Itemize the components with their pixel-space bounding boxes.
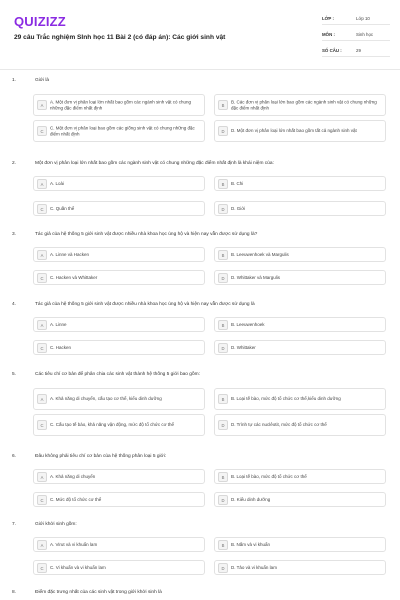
question-number: 6. (12, 454, 17, 459)
option-c[interactable] (33, 492, 205, 507)
option-letter: C (37, 273, 47, 283)
meta-row-class (322, 12, 390, 25)
option-c[interactable] (33, 201, 205, 216)
question-text: Giới khởi sinh gồm: (35, 522, 77, 527)
option-letter: C (37, 126, 47, 136)
option-letter: B (218, 100, 228, 110)
option-text: D. Một đơn vị phân loại lớn nhất bao gồm tất cả ngành sinh vật (231, 128, 357, 134)
option-letter: A (37, 472, 47, 482)
question-text: Giới là (35, 78, 50, 83)
option-d[interactable] (214, 340, 386, 355)
option-letter: C (37, 204, 47, 214)
question-text: Điểm đặc trưng nhất của các sinh vật trong giới khởi sinh là (35, 590, 162, 595)
question-number: 5. (12, 372, 17, 377)
option-text: D. Giới (231, 205, 246, 211)
meta-label: SỐ CÂU : (322, 47, 342, 53)
meta-row-subject (322, 28, 390, 41)
question-number: 7. (12, 522, 17, 527)
option-text: C. Cấu tạo tế bào, khả năng vận động, mức độ tổ chức cơ thể (50, 422, 175, 428)
option-c[interactable] (33, 270, 205, 285)
option-text: B. Loại tế bào, mức độ tổ chức cơ thể (231, 473, 307, 479)
option-b[interactable] (214, 247, 386, 262)
option-text: B. Các đơn vị phân loại lớn bao gồm các ngành sinh vật có chung những đặc điểm nhất định (231, 99, 377, 110)
meta-label: LỚP : (322, 15, 334, 21)
question-text: Các tiêu chí cơ bản để phân chia các sinh vật thành hệ thống 5 giới bao gồm: (35, 372, 200, 377)
option-text: A. Linne và Hacken (50, 251, 90, 257)
option-text: B. Leeuwenhoek (231, 321, 265, 327)
option-text: A. Khả năng di chuyển (50, 473, 96, 479)
option-text: D. Whittaker (231, 344, 256, 350)
meta-value: 29 (356, 47, 361, 53)
meta-value: Sinh học (356, 31, 374, 37)
option-text: D. Kiểu dinh dưỡng (231, 496, 271, 502)
question-text: Tác giả của hệ thống 5 giới sinh vật được nhiều nhà khoa học ủng hộ và hiện nay vẫn được sử dụng là? (35, 232, 258, 237)
option-letter: D (218, 420, 228, 430)
option-d[interactable] (214, 270, 386, 285)
option-letter: A (37, 540, 47, 550)
document-header (0, 0, 400, 70)
option-letter: B (218, 540, 228, 550)
option-text: B. Nấm và vi khuẩn (231, 541, 271, 547)
option-b[interactable] (214, 388, 386, 410)
option-a[interactable] (33, 388, 205, 410)
question-number: 3. (12, 232, 17, 237)
meta-label: MÔN : (322, 31, 335, 37)
option-a[interactable] (33, 469, 205, 484)
option-letter: B (218, 320, 228, 330)
option-b[interactable] (214, 317, 386, 332)
option-text: C. Quần thể (50, 205, 75, 211)
option-text: C. Một đơn vị phân loại bao gồm các giống sinh vật có chung những đặc điểm nhất định (50, 125, 195, 136)
question-text: Một đơn vị phân loại lớn nhất bao gồm các ngành sinh vật có chung những đặc điểm nhất định là khái niệm của: (35, 161, 274, 166)
meta-value: Lớp 10 (356, 15, 370, 21)
option-letter: D (218, 495, 228, 505)
option-text: A. Một đơn vị phân loại lớn nhất bao gồm các ngành sinh vật có chung những đặc điểm nhất định (50, 99, 191, 110)
option-b[interactable] (214, 176, 386, 191)
document-title: 29 câu Trắc nghiệm SInh học 11 Bài 2 (có đáp án): Các giới sinh vật (14, 34, 226, 41)
option-b[interactable] (214, 94, 386, 116)
question-number: 4. (12, 302, 17, 307)
question-number: 2. (12, 161, 17, 166)
option-c[interactable] (33, 414, 205, 436)
meta-row-count (322, 44, 390, 57)
option-c[interactable] (33, 120, 205, 142)
option-b[interactable] (214, 469, 386, 484)
option-letter: C (37, 343, 47, 353)
option-b[interactable] (214, 537, 386, 552)
option-d[interactable] (214, 414, 386, 436)
question-number: 8. (12, 590, 17, 595)
meta-panel (322, 12, 390, 60)
option-letter: D (218, 273, 228, 283)
option-letter: C (37, 420, 47, 430)
option-text: C. Hacken (50, 344, 72, 350)
option-a[interactable] (33, 176, 205, 191)
option-c[interactable] (33, 340, 205, 355)
question-text: Tác giả của hệ thống 5 giới sinh vật được nhiều nhà khoa học ủng hộ và hiện nay vẫn được sử dụng là (35, 302, 255, 307)
option-letter: B (218, 179, 228, 189)
option-a[interactable] (33, 537, 205, 552)
option-text: C. Mức độ tổ chức cơ thể (50, 496, 102, 502)
option-text: A. Khả năng di chuyển, cấu tạo cơ thể, kiểu dinh dưỡng (50, 396, 162, 402)
option-text: C. Vi khuẩn và vi khuẩn lam (50, 564, 106, 570)
option-text: B. Leeuwenhoek và Margulis (231, 251, 289, 257)
option-d[interactable] (214, 120, 386, 142)
option-letter: B (218, 472, 228, 482)
option-letter: D (218, 563, 228, 573)
option-text: B. Loại tế bào, mức độ tổ chức cơ thể,kiểu dinh dưỡng (231, 396, 341, 402)
option-text: A. Linne (50, 321, 67, 327)
option-text: C. Hacken và Whittaker (50, 274, 98, 280)
quizizz-logo: QUIZIZZ (14, 14, 66, 29)
option-text: A. Virut và vi khuẩn lam (50, 541, 98, 547)
question-number: 1. (12, 78, 17, 83)
option-a[interactable] (33, 94, 205, 116)
option-letter: B (218, 394, 228, 404)
option-a[interactable] (33, 247, 205, 262)
option-letter: A (37, 320, 47, 330)
option-letter: A (37, 394, 47, 404)
option-d[interactable] (214, 201, 386, 216)
option-text: D. Whittaker và Margulis (231, 274, 281, 280)
option-letter: B (218, 250, 228, 260)
option-letter: A (37, 100, 47, 110)
option-text: D. Trình tự các nuclêotit, mức độ tổ chức cơ thể (231, 422, 327, 428)
option-letter: C (37, 495, 47, 505)
option-letter: C (37, 563, 47, 573)
option-c[interactable] (33, 560, 205, 575)
option-d[interactable] (214, 560, 386, 575)
option-text: B. Chi (231, 180, 244, 186)
option-letter: D (218, 126, 228, 136)
option-a[interactable] (33, 317, 205, 332)
option-d[interactable] (214, 492, 386, 507)
option-letter: D (218, 204, 228, 214)
option-text: D. Tảo và vi khuẩn lam (231, 564, 277, 570)
option-letter: A (37, 250, 47, 260)
option-letter: D (218, 343, 228, 353)
option-text: A. Loài (50, 180, 65, 186)
question-text: Đâu không phải tiêu chí cơ bản của hệ thống phân loại 5 giới: (35, 454, 167, 459)
option-letter: A (37, 179, 47, 189)
